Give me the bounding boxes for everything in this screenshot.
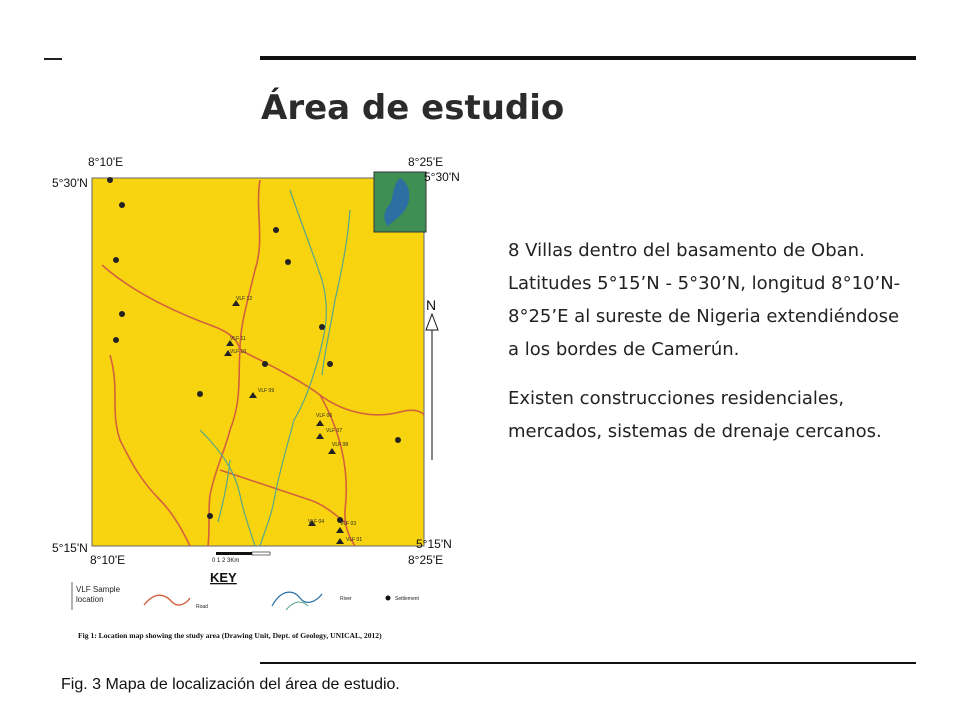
key-sample-text-2: location (76, 595, 104, 604)
vlf-label: VLF 12 (236, 296, 253, 302)
vlf-label: VLF 01 (346, 537, 363, 543)
corner-label-bottom-right-lat: 5°15'N (416, 537, 452, 551)
map-figure-caption: Fig 1: Location map showing the study area (Drawing Unit, Dept. of Geology, UNICAL, 2012) (78, 631, 382, 640)
study-area-map (50, 150, 470, 645)
vlf-label: VLF 10 (230, 349, 247, 355)
body-text (508, 234, 908, 464)
slide-title: Área de estudio (261, 88, 565, 128)
vlf-label: VLF 06 (316, 413, 333, 419)
map-legend (72, 582, 420, 610)
top-rule (260, 56, 916, 60)
corner-label-top-right-lat: 5°30'N (424, 170, 460, 184)
vlf-label: VLF 04 (308, 519, 325, 525)
corner-dash (44, 58, 62, 60)
corner-label-top-left-lon: 8°10'E (88, 155, 124, 169)
inset-locator-map (374, 172, 426, 232)
vlf-label: VLF 03 (340, 521, 357, 527)
north-label: N (426, 297, 437, 313)
corner-label-top-right-lon: 8°25'E (408, 155, 444, 169)
key-river-swatch (272, 592, 322, 606)
key-title: KEY (210, 570, 237, 585)
corner-label-bottom-right-lon: 8°25'E (408, 553, 444, 567)
corner-label-bottom-left-lat: 5°15'N (52, 541, 88, 555)
slide-caption: Fig. 3 Mapa de localización del área de estudio. (61, 676, 400, 693)
key-river-label: River (340, 596, 352, 602)
scale-bar (212, 552, 270, 564)
vlf-label: VLF 07 (326, 428, 343, 434)
key-road-label: Road (196, 604, 208, 610)
vlf-label: VLF 11 (230, 336, 246, 342)
scale-text: 0 1 2 3Km (212, 558, 240, 564)
north-arrow-icon (426, 297, 438, 460)
corner-label-bottom-left-lon: 8°10'E (90, 553, 126, 567)
paragraph-villas: 8 Villas dentro del basamento de Oban. Latitudes 5°15’N - 5°30’N, longitud 8°10’N-8°25’E al sureste de Nigeria extendiéndose a los bordes de Camerún. (508, 240, 901, 360)
map-figure (50, 150, 470, 645)
map-land (92, 178, 424, 546)
vlf-label: VLF 09 (258, 388, 275, 394)
key-settlement-label: Settlement (395, 596, 419, 602)
vlf-label: VLF 08 (332, 442, 349, 448)
corner-label-top-left-lat: 5°30'N (52, 176, 88, 190)
bottom-rule (260, 662, 916, 664)
key-road-swatch (144, 595, 190, 605)
paragraph-constructions: Existen construcciones residenciales, mercados, sistemas de drenaje cercanos. (508, 388, 882, 442)
key-settlement-icon (386, 596, 391, 601)
key-sample-text-1: VLF Sample (76, 585, 121, 594)
